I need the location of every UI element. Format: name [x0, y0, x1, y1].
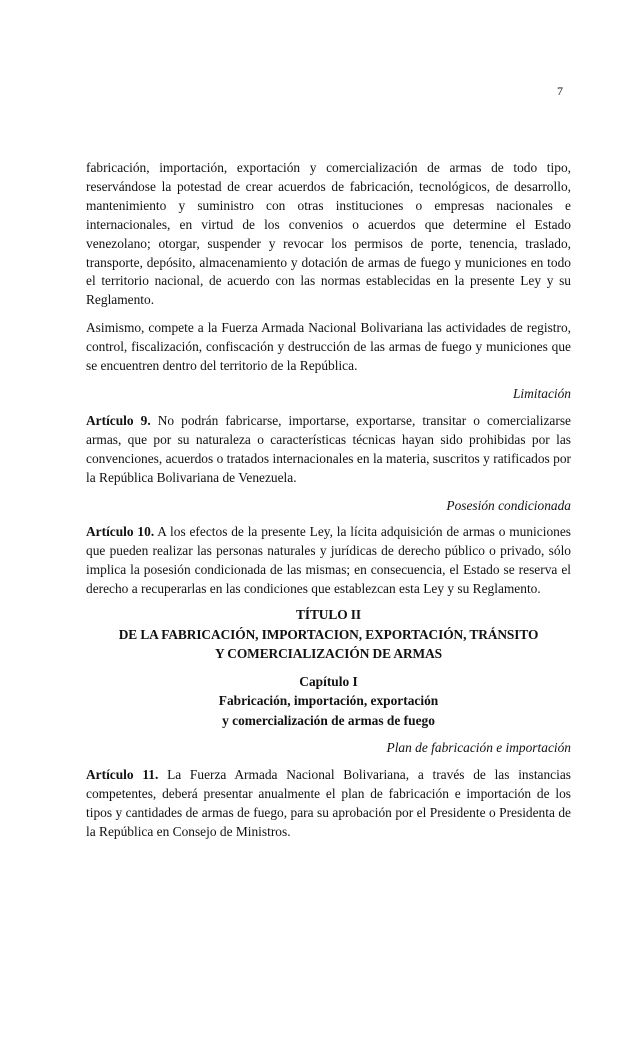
- title-line-2: DE LA FABRICACIÓN, IMPORTACION, EXPORTACIÓN, TRÁNSITO: [118, 626, 539, 642]
- chapter-line-1: Capítulo I: [299, 673, 358, 689]
- title-block: [86, 605, 571, 664]
- chapter-line-3: y comercialización de armas de fuego: [222, 712, 435, 728]
- chapter-line-2: Fabricación, importación, exportación: [218, 693, 439, 709]
- article-9-label: Artículo 9.: [86, 412, 151, 428]
- title-line-1: TÍTULO II: [296, 607, 361, 623]
- article-10-heading: Posesión condicionada: [446, 497, 571, 513]
- chapter-block: [86, 672, 571, 731]
- title-line-3: Y COMERCIALIZACIÓN DE ARMAS: [214, 646, 443, 662]
- article-10-text: A los efectos de la presente Ley, la lícita adquisición de armas o municiones que pueden realizar las personas naturales y jurídicas de derecho público o privado, sólo implica la posesión condicionada de las mismas; en consecuencia, el Estado se reserva el derecho a recuperarlas en las condiciones que establezcan esta Ley y su Reglamento.: [86, 524, 571, 597]
- article-11-paragraph: [86, 766, 571, 842]
- continuation-paragraph: fabricación, importación, exportación y comercialización de armas de todo tipo, reservándose la potestad de crear acuerdos de fabricación, tecnológicos, de desarrollo, mantenimiento y suministro con otras instituciones o empresas nacionales e internacionales, en virtud de los convenios o acuerdos que determine el Estado venezolano; otorgar, suspender y revocar los permisos de porte, tenencia, traslado, transporte, depósito, almacenamiento y dotación de armas de fuego y municiones en todo el territorio nacional, de acuerdo con las normas establecidas en la presente Ley y su Reglamento.: [86, 160, 571, 308]
- article-11-heading: Plan de fabricación e importación: [386, 740, 571, 756]
- article-10-paragraph: [86, 523, 571, 599]
- article-11-label: Artículo 11.: [86, 766, 159, 782]
- article-9-paragraph: [86, 412, 571, 488]
- page-number: 7: [557, 84, 563, 98]
- article-11-text: La Fuerza Armada Nacional Bolivariana, a través de las instancias competentes, deberá presentar anualmente el plan de fabricación e importación de los tipos y cantidades de armas de fuego, para su aprobación por el Presidente o Presidenta de la República en Consejo de Ministros.: [86, 766, 571, 839]
- article-9-heading: Limitación: [512, 385, 571, 401]
- article-9-text: No podrán fabricarse, importarse, exportarse, transitar o comercializarse armas, que por su naturaleza o características técnicas hayan sido prohibidas por las convenciones, acuerdos o tratados internacionales en la materia, suscritos y ratificados por la República Bolivariana de Venezuela.: [86, 412, 571, 485]
- article-10-label: Artículo 10.: [86, 524, 155, 540]
- asimismo-paragraph: Asimismo, compete a la Fuerza Armada Nacional Bolivariana las actividades de registro, control, fiscalización, confiscación y destrucción de las armas de fuego y municiones que se encuentren dentro del territorio de la República.: [86, 320, 571, 374]
- page-content: [86, 159, 571, 842]
